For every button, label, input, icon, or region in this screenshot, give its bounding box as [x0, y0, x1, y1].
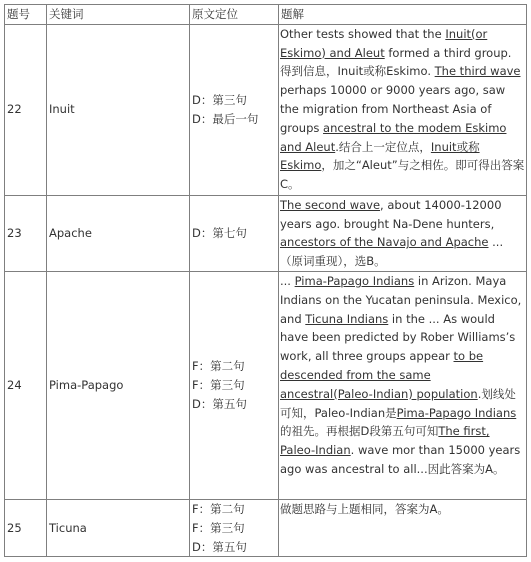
explanation-cell: [279, 271, 527, 499]
explanation-text: in Arizon. Maya Indians on the Yucatan peninsula. Mexico, and: [280, 273, 522, 326]
explanation-text: .结合上一定位点，: [335, 139, 431, 154]
location-line: F：第三句: [192, 520, 245, 535]
explanation-cell: [279, 195, 527, 271]
explanation-text: .划线处可知，Paleo-Indian是: [280, 386, 516, 420]
underlined-quote: ancestral to the modem Eskimo and Aleut: [280, 120, 507, 154]
location-line: D：第五句: [192, 396, 247, 411]
question-number: 22: [5, 24, 47, 195]
location-cell: [190, 24, 279, 195]
underlined-quote: Inuit(or Eskimo) and Aleut: [280, 26, 488, 60]
explanation-text: perhaps 10000 or 9000 years ago, saw the migration from Northeast Asia of groups: [280, 83, 506, 135]
underlined-quote: Ticuna Indians: [305, 311, 389, 326]
underlined-quote: to be descended from the same ancestral(Paleo-Indian) population: [280, 349, 484, 401]
explanation-text: in the ... As would have been predicted by Rober Williams’s work, all three groups appear: [280, 311, 516, 364]
location-line: D：第五句: [192, 539, 247, 554]
location-line: F：第二句: [192, 501, 245, 516]
table-row: [5, 195, 527, 271]
explanation-cell: [279, 499, 527, 556]
keyword-cell: Inuit: [47, 24, 190, 195]
explanation-text: Other tests showed that the: [280, 26, 446, 41]
question-number: 25: [5, 499, 47, 556]
location-line: F：第二句: [192, 359, 245, 374]
table-row: [5, 24, 527, 195]
explanation-cell: [279, 24, 527, 195]
location-line: F：第三句: [192, 378, 245, 393]
location-cell: [190, 195, 279, 271]
explanation-text: 做题思路与上题相同，答案为A。: [280, 501, 449, 516]
location-cell: [190, 271, 279, 499]
explanation-text: ...: [280, 273, 295, 288]
underlined-quote: The first, Paleo-Indian: [280, 424, 490, 458]
underlined-quote: Pima-Papago Indians: [396, 405, 517, 420]
header-explanation: 题解: [279, 5, 527, 25]
explanation-text: . wave mor than 15000 years ago was ancestral to all...因此答案为A。: [280, 443, 521, 476]
explanation-text: ，加之“Aleut”与之相佐。即可得出答案C。: [280, 158, 525, 192]
header-num: 题号: [5, 5, 47, 25]
table-header-row: [5, 5, 527, 25]
keyword-cell: Apache: [47, 195, 190, 271]
table-row: [5, 499, 527, 556]
header-keyword: 关键词: [47, 5, 190, 25]
table-row: [5, 271, 527, 499]
header-location: 原文定位: [190, 5, 279, 25]
explanation-text: formed a third group. 得到信息，Inuit或称Eskimo.: [280, 45, 512, 79]
underlined-quote: The second wave: [280, 197, 381, 212]
underlined-quote: ancestors of the Navajo and Apache: [280, 235, 489, 250]
underlined-quote: The third wave: [434, 64, 521, 79]
question-number: 24: [5, 271, 47, 499]
keyword-cell: Pima-Papago: [47, 271, 190, 499]
underlined-quote: Inuit或称Eskimo: [280, 139, 480, 173]
location-line: D：第七句: [192, 225, 247, 240]
location-line: D：第三句: [192, 93, 247, 107]
keyword-cell: Ticuna: [47, 499, 190, 556]
explanation-text: ...（原词重现），选B。: [280, 235, 504, 269]
explanation-text: , about 14000-12000 years ago. brought Na-Dene hunters,: [280, 197, 502, 231]
location-cell: [190, 499, 279, 556]
answer-table: [4, 4, 527, 557]
question-number: 23: [5, 195, 47, 271]
explanation-text: 的祖先。再根据D段第五句可知: [280, 424, 439, 439]
location-line: D：最后一句: [192, 111, 259, 126]
underlined-quote: Pima-Papago Indians: [294, 273, 415, 288]
